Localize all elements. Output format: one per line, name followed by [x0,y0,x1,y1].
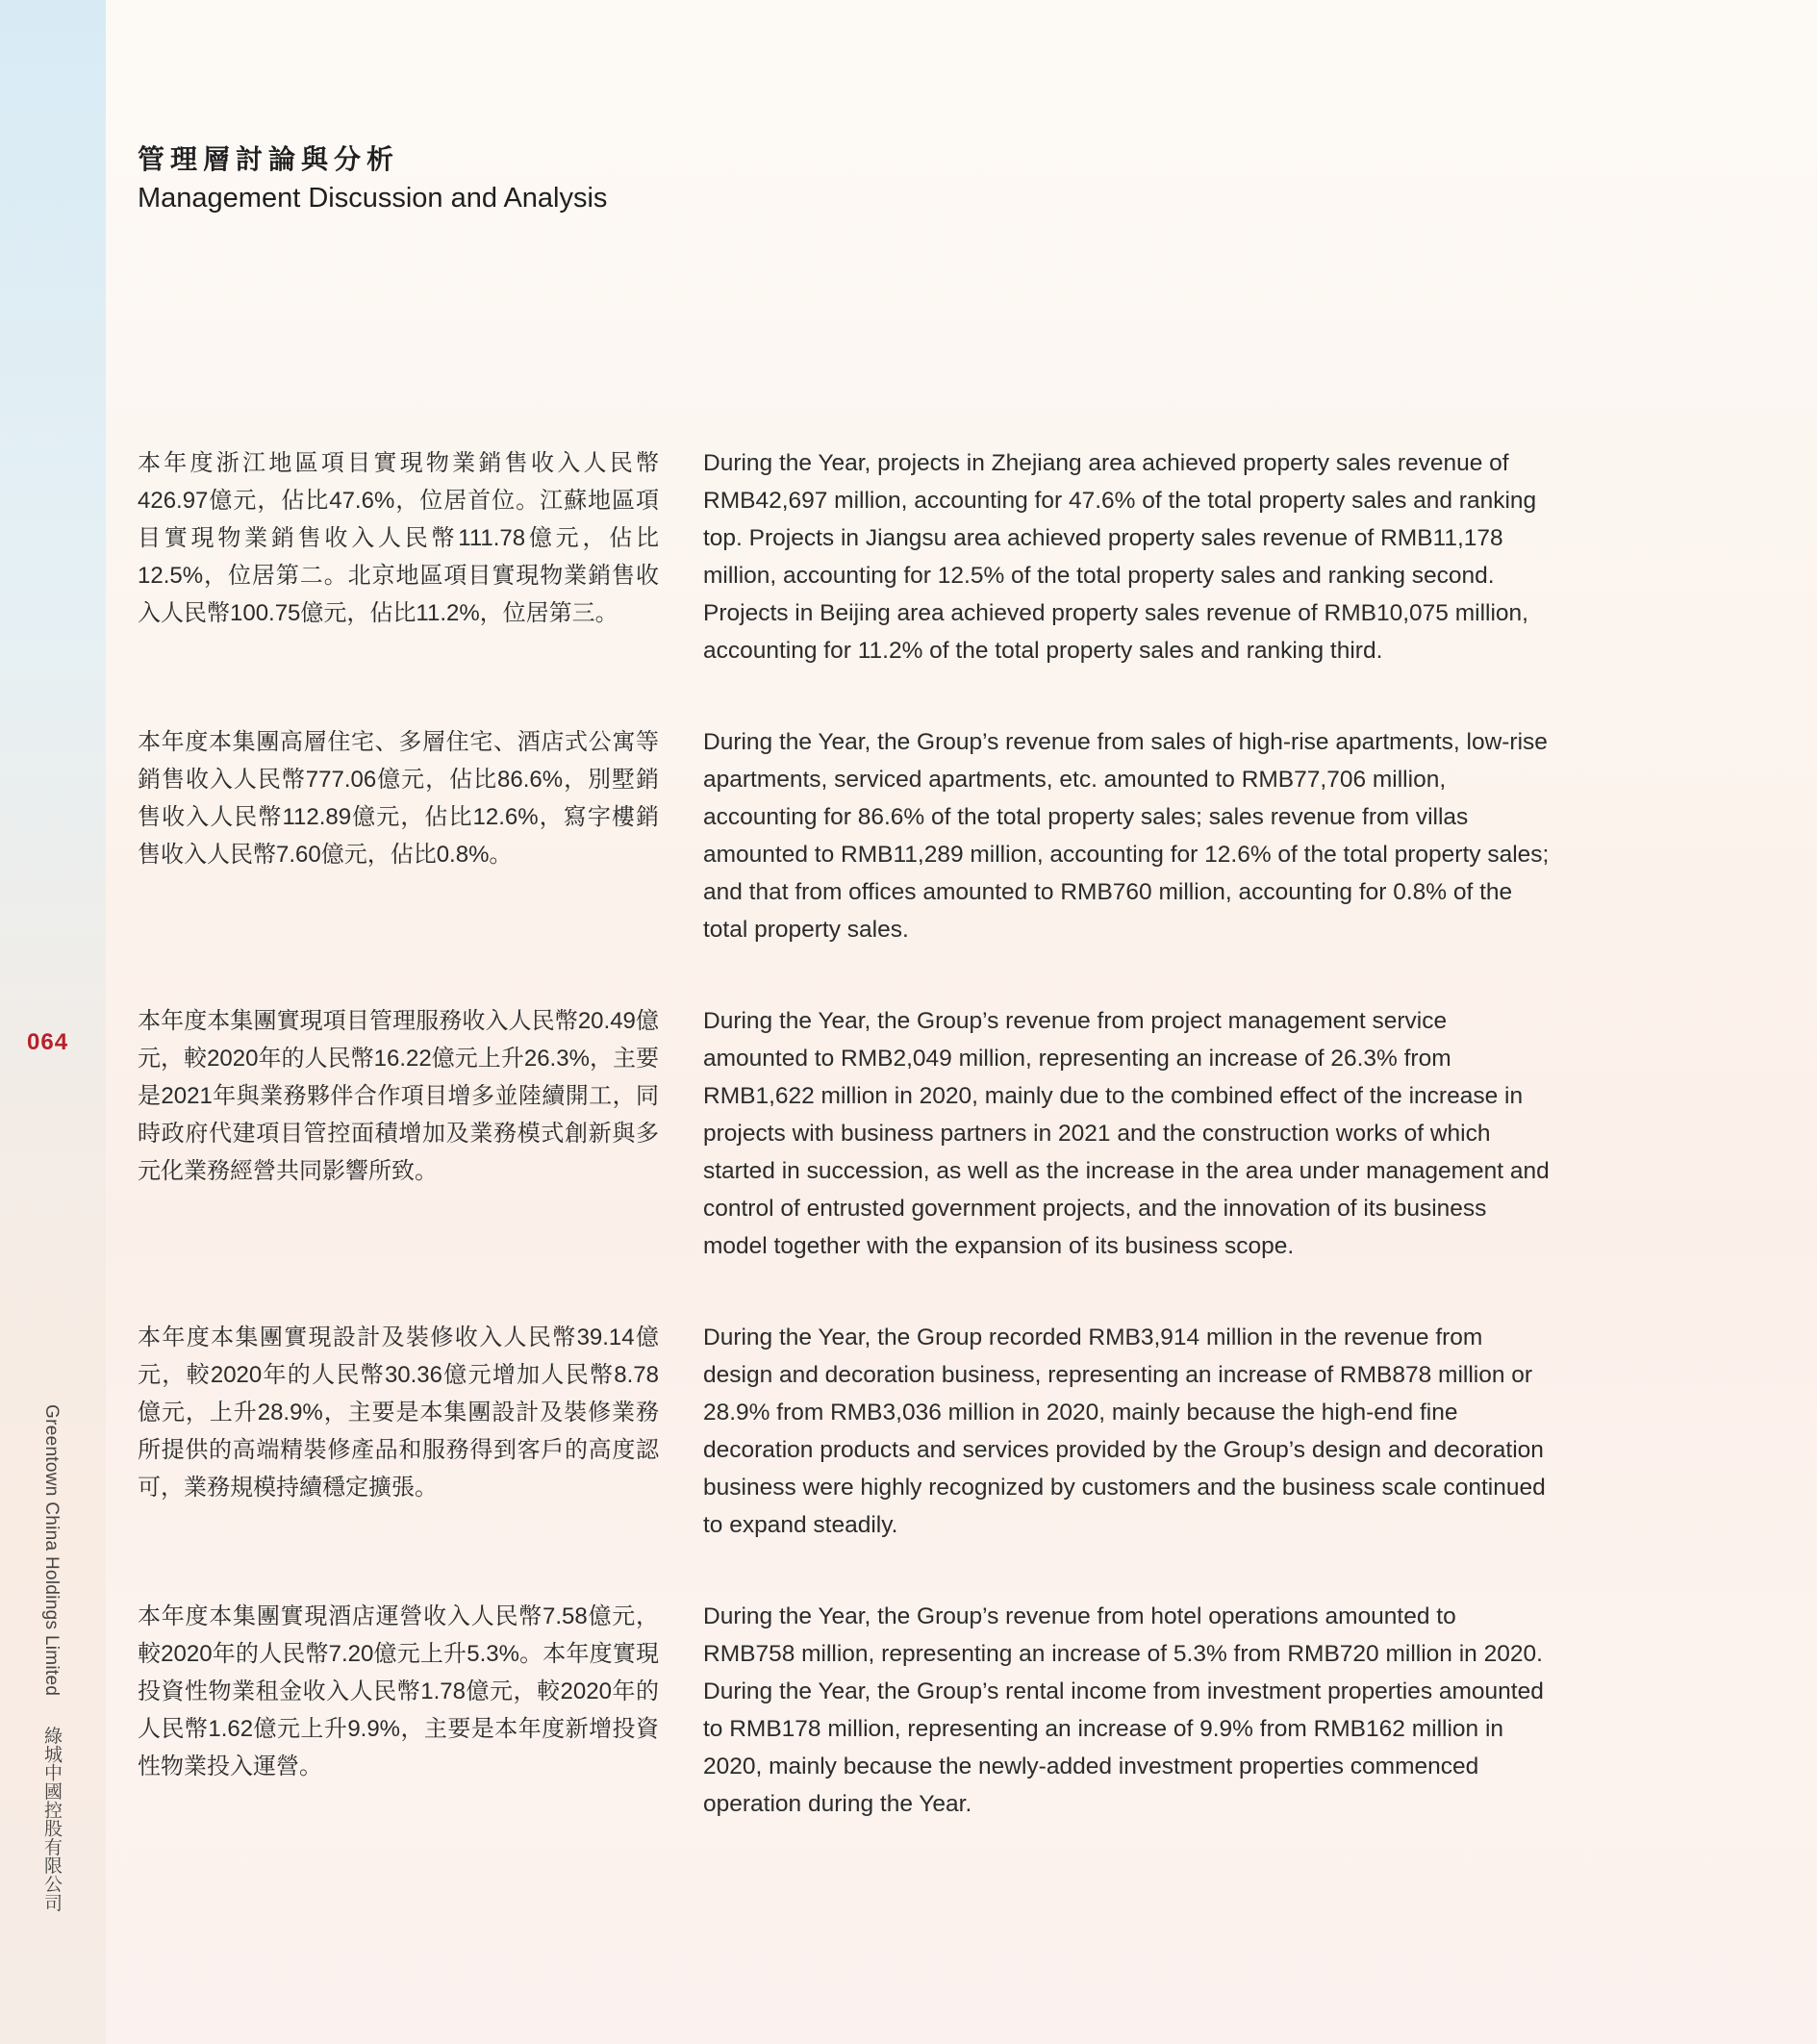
paragraph-row [138,444,1552,669]
paragraph-zh: 本年度本集團實現項目管理服務收入人民幣20.49億元，較2020年的人民幣16.22億元上升26.3%，主要是2021年與業務夥伴合作項目增多並陸續開工，同時政府代建項目管控面積增加及業務模式創新與多元化業務經營共同影響所致。 [138,1008,659,1184]
page-number: 064 [27,1029,69,1055]
page-header [138,140,607,217]
paragraph-zh: 本年度本集團實現設計及裝修收入人民幣39.14億元，較2020年的人民幣30.36億元增加人民幣8.78億元，上升28.9%，主要是本集團設計及裝修業務所提供的高端精裝修產品和服務得到客戶的高度認可，業務規模持續穩定擴張。 [138,1325,659,1501]
company-name-vertical [38,1404,64,1911]
paragraph-row [138,1002,1552,1265]
paragraph-en: During the Year, the Group’s revenue from project management service amounted to RMB2,049 million, representing an increase of 26.3% from RMB1,622 million in 2020, mainly due to the combined effect of the increase in projects with business partners in 2021 and the construction works of which started in succession, as well as the increase in the area under management and control of entrusted government projects, and the innovation of its business model together with the expansion of its business scope. [703,1008,1550,1259]
paragraph-en: During the Year, the Group’s revenue from sales of high-rise apartments, low-rise apartments, serviced apartments, etc. amounted to RMB77,706 million, accounting for 86.6% of the total property sales; sales revenue from villas amounted to RMB11,289 million, accounting for 12.6% of the total property sales; and that from offices amounted to RMB760 million, accounting for 0.8% of the total property sales. [703,729,1550,943]
paragraph-zh: 本年度本集團實現酒店運營收入人民幣7.58億元，較2020年的人民幣7.20億元上升5.3%。本年度實現投資性物業租金收入人民幣1.78億元，較2020年的人民幣1.62億元上升9.9%，主要是本年度新增投資性物業投入運營。 [138,1603,659,1779]
sidebar-strip [0,0,106,2044]
page-title-en: Management Discussion and Analysis [138,183,608,214]
paragraph-row [138,1598,1552,1823]
company-name-zh: 綠城中國控股有限公司 [41,1726,62,1912]
paragraph-en: During the Year, the Group’s revenue from hotel operations amounted to RMB758 million, representing an increase of 5.3% from RMB720 million in 2020. During the Year, the Group’s rental income from investment properties amounted to RMB178 million, representing an increase of 9.9% from RMB162 million in 2020, mainly because the newly-added investment properties commenced operation during the Year. [703,1603,1544,1817]
main-content [138,444,1552,1877]
paragraph-en: During the Year, the Group recorded RMB3,914 million in the revenue from design and decoration business, representing an increase of RMB878 million or 28.9% from RMB3,036 million in 2020, mainly because the high-end fine decoration products and services provided by the Group’s design and decoration business were highly recognized by customers and the business scale continued to expand steadily. [703,1325,1546,1538]
company-name-en: Greentown China Holdings Limited [41,1404,62,1697]
page-title-zh: 管理層討論與分析 [138,143,400,175]
paragraph-zh: 本年度本集團高層住宅、多層住宅、酒店式公寓等銷售收入人民幣777.06億元，佔比86.6%，別墅銷售收入人民幣112.89億元，佔比12.6%，寫字樓銷售收入人民幣7.60億元，佔比0.8%。 [138,729,659,868]
paragraph-en: During the Year, projects in Zhejiang area achieved property sales revenue of RMB42,697 million, accounting for 47.6% of the total property sales and ranking top. Projects in Jiangsu area achieved property sales revenue of RMB11,178 million, accounting for 12.5% of the total property sales and ranking second. Projects in Beijing area achieved property sales revenue of RMB10,075 million, accounting for 11.2% of the total property sales and ranking third. [703,450,1537,664]
paragraph-row [138,723,1552,948]
paragraph-zh: 本年度浙江地區項目實現物業銷售收入人民幣426.97億元，佔比47.6%，位居首位。江蘇地區項目實現物業銷售收入人民幣111.78億元，佔比12.5%，位居第二。北京地區項目實現物業銷售收入人民幣100.75億元，佔比11.2%，位居第三。 [138,450,659,626]
paragraph-row [138,1319,1552,1544]
